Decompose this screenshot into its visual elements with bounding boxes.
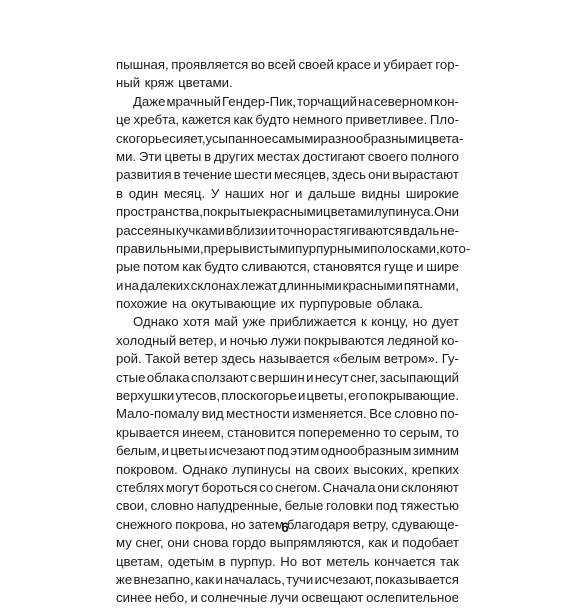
- text-line: пышная, проявляется во всей своей красе и убирает гор-: [116, 57, 459, 72]
- text-line: ный кряж цветами.: [116, 75, 233, 91]
- text-line: рые потом как будто сливаются, становятся гуще и шире: [116, 259, 459, 275]
- text-line: му снег, они снова гордо выпрямляются, как и подобает: [116, 535, 459, 551]
- text-line: же внезапно, как и началась, тучи исчезают, показывается: [116, 571, 459, 587]
- text-line: рассеяны кучками вблизи и точно растягиваются вдаль не-: [116, 222, 459, 238]
- text-line: це хребта, кажется как будто немного приветливее. Пло-: [116, 112, 459, 128]
- text-line: покровом. Однако лупинусы на своих высоких, крепких: [116, 461, 459, 477]
- text-line: рой. Такой ветер здесь называется «белым ветром». Гу-: [116, 351, 459, 367]
- text-line: стеблях могут бороться со снегом. Сначала они склоняют: [116, 479, 459, 495]
- text-line: цветам, одетым в пурпур. Но вот метель кончается так: [116, 553, 459, 569]
- text-line: скогорье сияет, усыпанное самыми разнообразными цвета-: [116, 130, 464, 146]
- text-line: свои, словно напудренные, белые головки под тяжестью: [116, 498, 459, 514]
- text-line: белым, и цветы исчезают под этим однообразным зимним: [116, 443, 459, 459]
- text-line: Мало-помалу вид местности изменяется. Все словно по-: [116, 406, 459, 422]
- text-line: верхушки утесов, плоскогорье и цветы, его покрывающие.: [116, 388, 459, 404]
- text-line: синее небо, и солнечные лучи освещают ослепительное: [116, 590, 459, 606]
- text-line: снежного покрова, но затем благодаря ветру, сдувающе-: [116, 516, 459, 532]
- text-line: ми. Эти цветы в других местах достигают своего полного: [116, 148, 459, 164]
- text-line: и на далеких склонах лежат длинными красными пятнами,: [116, 277, 459, 293]
- text-line: Даже мрачный Гендер-Пик, торчащий на северном кон-: [133, 93, 459, 109]
- text-line: похожие на окутывающие их пурпуровые облака.: [116, 296, 423, 312]
- text-line: холодный ветер, и ночью лужи покрываются ледяной ко-: [116, 332, 459, 348]
- text-line: пространства, покрытые красными цветами лупинуса. Они: [116, 204, 460, 220]
- text-line: правильными, прерывистыми пурпурными полосками, кото-: [116, 240, 471, 256]
- text-line: развития в течение шести месяцев, здесь они вырастают: [116, 167, 459, 183]
- text-line: в один месяц. У наших ног и дальше видны широкие: [116, 185, 459, 201]
- text-line: крывается инеем, становится попеременно то серым, то: [116, 424, 459, 440]
- text-line: Однако хотя май уже приближается к концу, но дует: [133, 314, 459, 330]
- text-line: стые облака сползают с вершин и несут снег, засыпающий: [116, 369, 459, 385]
- page-number: 6: [281, 520, 289, 535]
